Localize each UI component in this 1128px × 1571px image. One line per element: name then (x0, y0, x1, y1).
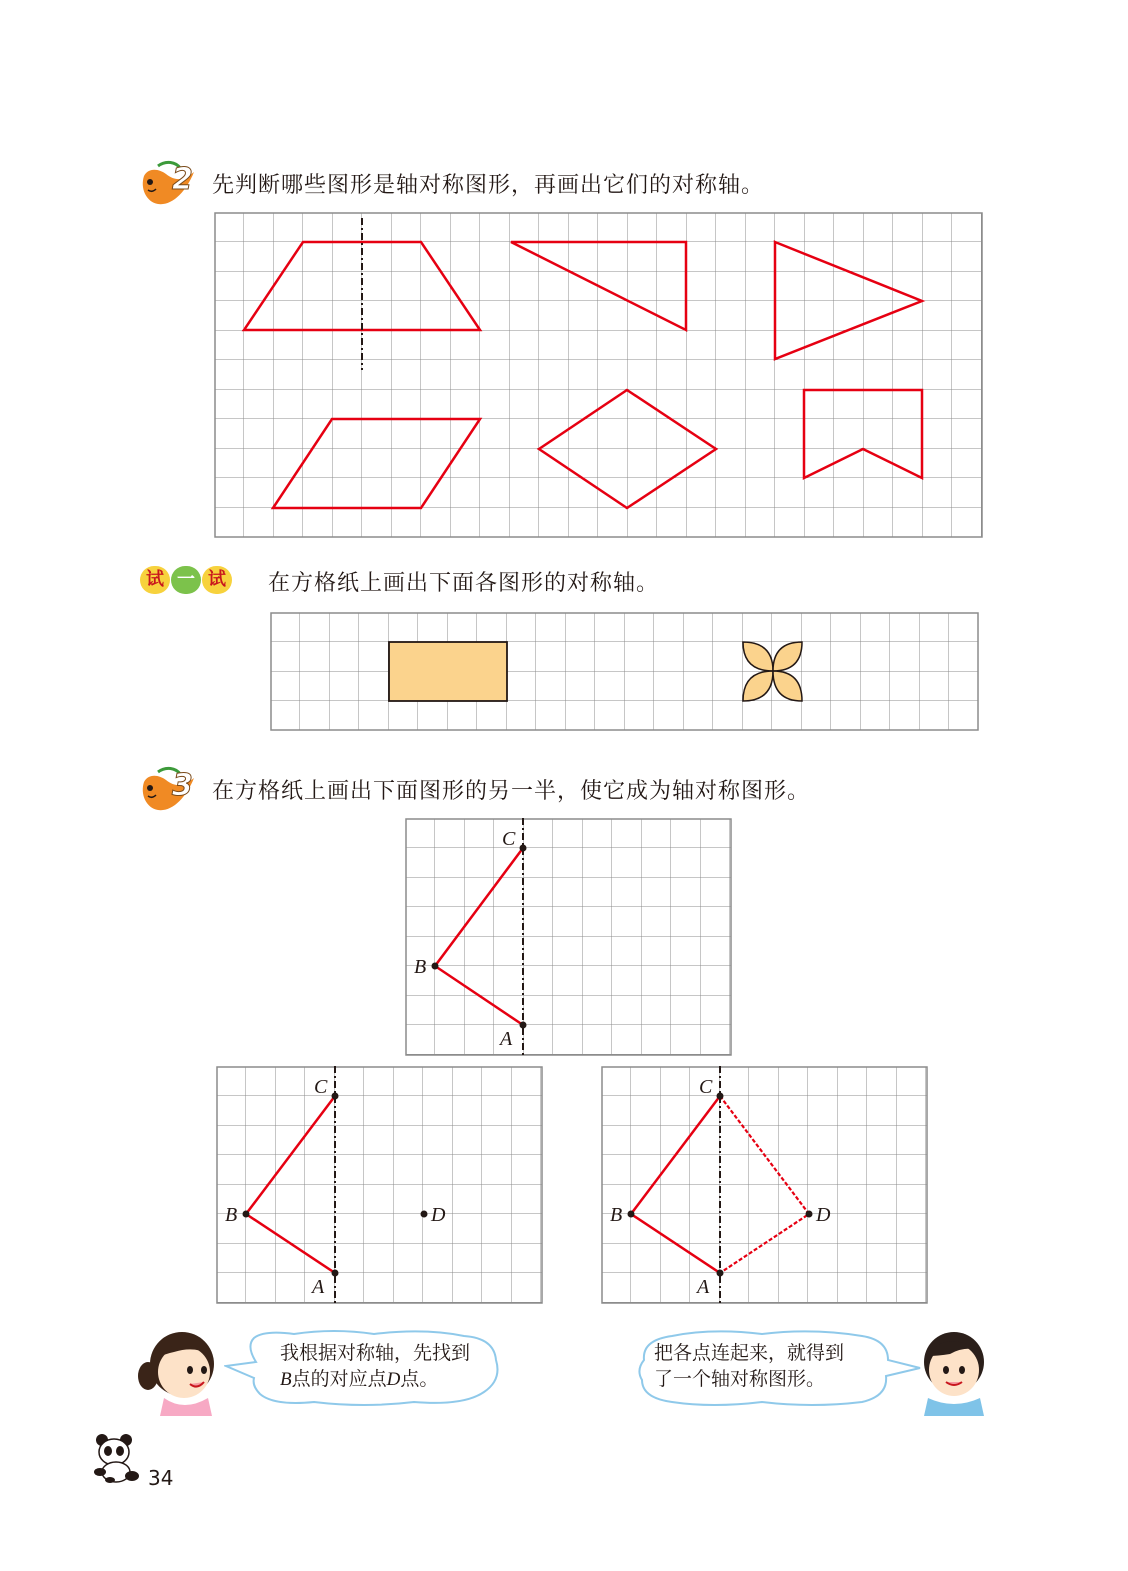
point-d (806, 1211, 813, 1218)
left-label-c: C (314, 1076, 328, 1098)
pepper-icon (136, 764, 206, 814)
try-it-char-2: 一 (171, 566, 201, 594)
left-label-a: A (312, 1276, 325, 1298)
q3-number-badge (136, 764, 206, 814)
try-it-grid (270, 612, 980, 732)
point-b (432, 963, 439, 970)
try-it-instruction: 在方格纸上画出下面各图形的对称轴。 (268, 571, 660, 596)
girl-avatar (134, 1316, 224, 1416)
girl-bubble-line-2 (280, 1366, 438, 1393)
point-a (332, 1270, 339, 1277)
q3-left-grid (216, 1066, 544, 1306)
try-it-char-3: 试 (202, 566, 232, 594)
boy-bubble-line-2: 了一个轴对称图形。 (654, 1368, 826, 1390)
point-a (717, 1270, 724, 1277)
left-label-d: D (431, 1204, 446, 1226)
q3-instruction: 在方格纸上画出下面图形的另一半，使它成为轴对称图形。 (212, 779, 811, 804)
boy-bubble-line-1: 把各点连起来，就得到 (654, 1342, 845, 1364)
point-b (628, 1211, 635, 1218)
girl-bubble-line-1: 我根据对称轴，先找到 (280, 1342, 471, 1364)
left-label-b: B (225, 1204, 238, 1226)
point-c (520, 845, 527, 852)
try-it-badge (140, 566, 232, 596)
q2-number-badge (136, 158, 206, 208)
q2-grid (214, 212, 984, 538)
girl-bubble-point-d: D (386, 1369, 401, 1390)
right-label-b: B (610, 1204, 623, 1226)
panda-icon (92, 1432, 142, 1484)
point-c (332, 1093, 339, 1100)
point-b (243, 1211, 250, 1218)
girl-bubble-end: 点。 (400, 1368, 439, 1390)
boy-avatar (914, 1316, 994, 1416)
girl-bubble-mid: 点的对应点 (291, 1368, 387, 1390)
try-it-char-1: 试 (140, 566, 170, 594)
q2-number: 2 (172, 162, 193, 197)
q3-right-grid (601, 1066, 929, 1306)
pepper-icon (136, 158, 206, 208)
point-a (520, 1022, 527, 1029)
top-label-b: B (414, 956, 427, 978)
point-c (717, 1093, 724, 1100)
orange-rectangle-shape (389, 642, 507, 701)
page-number: 34 (148, 1466, 174, 1490)
q2-instruction: 先判断哪些图形是轴对称图形，再画出它们的对称轴。 (212, 173, 765, 198)
q3-number: 3 (172, 768, 193, 803)
right-label-a: A (697, 1276, 710, 1298)
top-label-c: C (502, 828, 516, 850)
q3-top-grid (405, 818, 733, 1058)
top-label-a: A (500, 1028, 513, 1050)
girl-bubble-point-b: B (280, 1369, 292, 1390)
right-label-d: D (816, 1204, 831, 1226)
right-label-c: C (699, 1076, 713, 1098)
point-d (421, 1211, 428, 1218)
